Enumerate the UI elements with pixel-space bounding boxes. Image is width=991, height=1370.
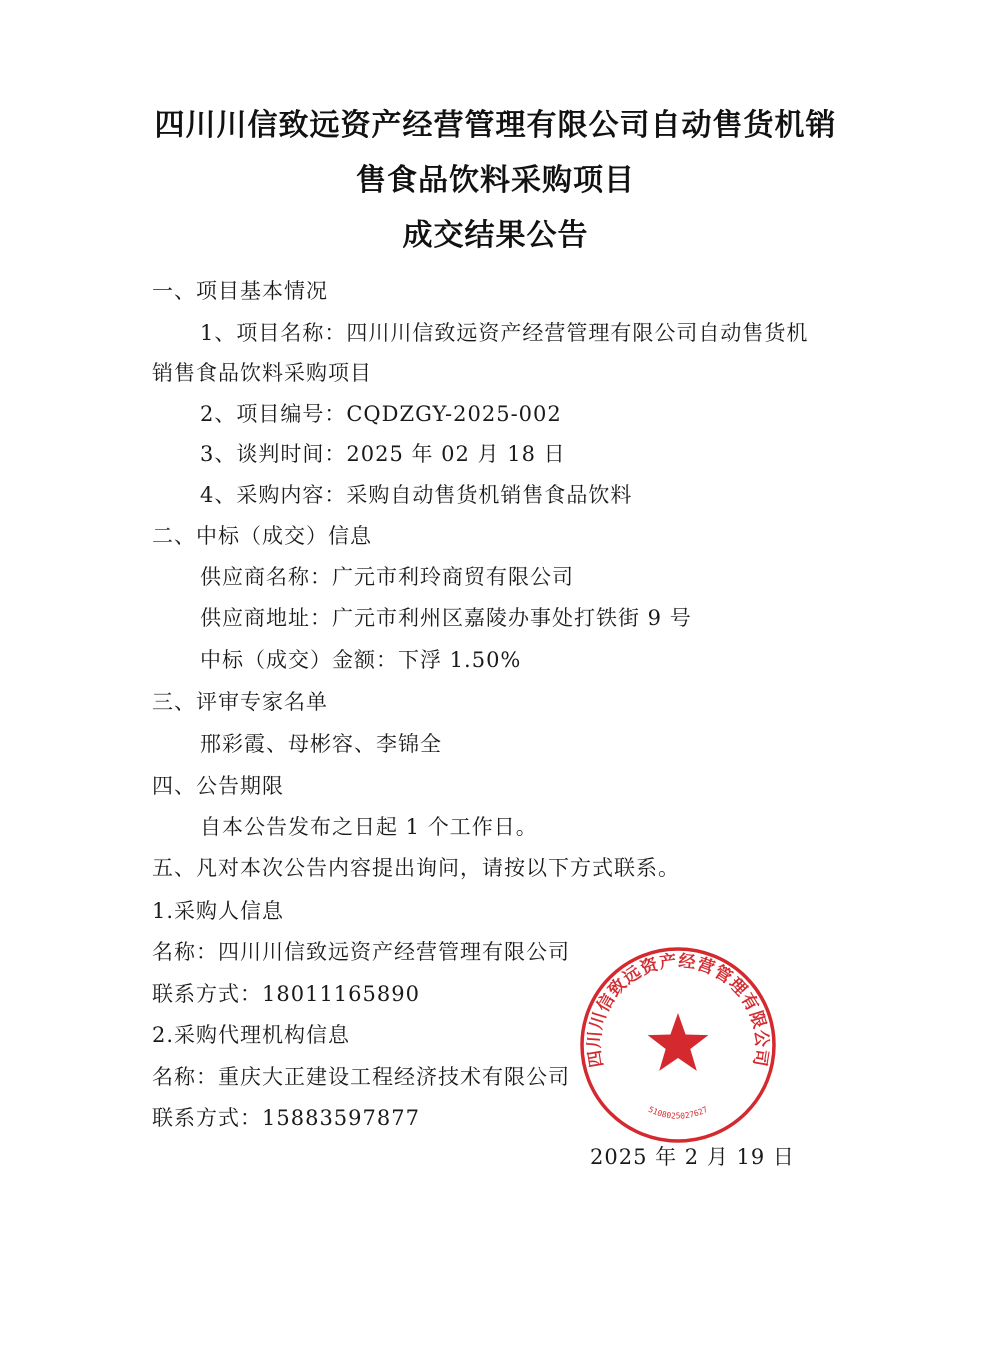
official-seal-icon: [578, 945, 778, 1145]
svg-text:5108025027627: [647, 1105, 709, 1121]
purchaser-contact: 联系方式：18011165890: [152, 982, 420, 1006]
section-5-heading: 五、凡对本次公告内容提出询问，请按以下方式联系。: [152, 856, 680, 880]
document-title-line-3: 成交结果公告: [402, 218, 589, 253]
project-name-line-2: 销售食品饮料采购项目: [152, 361, 372, 385]
expert-list: 邢彩霞、母彬容、李锦全: [200, 732, 442, 756]
section-2-heading: 二、中标（成交）信息: [152, 524, 372, 548]
purchase-content: 4、采购内容：采购自动售货机销售食品饮料: [200, 483, 633, 507]
section-4-heading: 四、公告期限: [152, 774, 284, 798]
document-title-line-2: 售食品饮料采购项目: [356, 163, 635, 198]
award-amount: 中标（成交）金额：下浮 1.50%: [200, 648, 522, 672]
purchaser-name: 名称：四川川信致远资产经营管理有限公司: [152, 940, 570, 964]
project-number: 2、项目编号：CQDZGY-2025-002: [200, 402, 562, 426]
supplier-name: 供应商名称：广元市利玲商贸有限公司: [200, 565, 574, 589]
negotiation-time: 3、谈判时间：2025 年 02 月 18 日: [200, 442, 566, 466]
seal-code: 5108025027627: [646, 1104, 710, 1121]
agency-heading: 2.采购代理机构信息: [152, 1023, 351, 1047]
agency-name: 名称：重庆大正建设工程经济技术有限公司: [152, 1065, 570, 1089]
project-name-line-1: 1、项目名称：四川川信致远资产经营管理有限公司自动售货机: [200, 321, 809, 345]
section-3-heading: 三、评审专家名单: [152, 690, 328, 714]
announcement-period: 自本公告发布之日起 1 个工作日。: [200, 815, 538, 839]
signature-date: 2025 年 2 月 19 日: [590, 1145, 795, 1169]
seal-text: 四川川信致远资产经营管理有限公司: [584, 951, 772, 1069]
document-title-line-1: 四川川信致远资产经营管理有限公司自动售货机销: [154, 108, 837, 143]
section-1-heading: 一、项目基本情况: [152, 279, 328, 303]
supplier-address: 供应商地址：广元市利州区嘉陵办事处打铁街 9 号: [200, 606, 692, 630]
agency-contact: 联系方式：15883597877: [152, 1106, 420, 1130]
purchaser-heading: 1.采购人信息: [152, 899, 285, 923]
